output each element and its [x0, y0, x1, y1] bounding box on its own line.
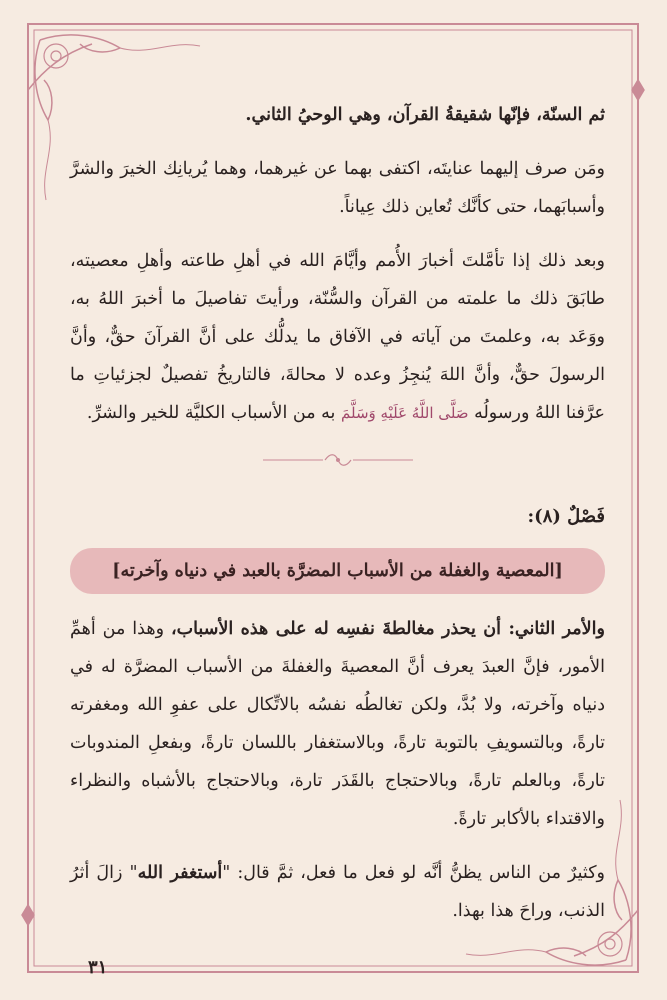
page-number: ٣١	[88, 957, 108, 978]
second-matter-lead: والأمر الثاني: أن يحذر مغالطةَ نفسِه له على هذه الأسباب،	[170, 619, 605, 639]
paragraph-second-matter	[70, 610, 605, 838]
section-title-banner: [المعصية والغفلة من الأسباب المضرَّة بالعبد في دنياه وآخرته]	[70, 548, 605, 594]
paragraph-people	[70, 854, 605, 930]
salutation-glyph: صَلَّى اللَّهُ عَلَيْهِ وَسَلَّمَ	[341, 404, 469, 422]
paragraph-sunnah: ثم السنّة، فإنّها شقيقةُ القرآن، وهي الوحيُ الثاني.	[245, 105, 605, 125]
page-body	[70, 96, 605, 930]
paragraph-history-end: به من الأسباب الكليَّة للخير والشرِّ.	[86, 403, 336, 423]
people-text-b: " زالَ أثرُ الذنب، وراحَ هذا بهذا.	[70, 863, 605, 921]
paragraph-devotion: ومَن صرف إليهما عنايتَه، اكتفى بهما عن غيرهما، وهما يُريانِك الخيرَ والشرَّ وأسبابَهما، حتى كأنَّك تُعاين ذلك عِياناً.	[70, 159, 605, 217]
people-text-a: وكثيرٌ من الناس يظنُّ أنَّه لو فعل ما فعل، ثمَّ قال: "	[222, 863, 605, 883]
second-matter-text: وهذا من أهمِّ الأمور، فإنَّ العبدَ يعرف أنَّ المعصيةَ والغفلةَ من الأسباب المضرَّة له في دنياه وآخرته، ولا بُدَّ، ولكن تغالطُه نفسُه بالاتِّكال على عفوِ الله ومغفرته تارةً، وبالتسويفِ بالتوبة تارةً، وبالاستغفار باللسان تارةً، وبفعلِ المندوبات تارةً، وبالعلم تارةً، وبالاحتجاج بالقَدَر تارة، وبالاحتجاج بالأشباه والنظراء والاقتداء بالأكابر تارةً.	[70, 619, 605, 829]
section-heading: فَصْلٌ (٨):	[527, 506, 605, 527]
paragraph-history-text: وبعد ذلك إذا تأمَّلتَ أخبارَ الأُمم وأيَّامَ الله في أهلِ طاعته وأهلِ معصيته، طابَقَ ذلك ما علمته من القرآن والسُّنّة، ورأيتَ تفاصيلَ ما أخبرَ اللهُ به، ووَعَد به، وعلمتَ من آياته في الآفاق ما يدلُّك على أنَّ القرآنَ حقٌّ، وأنَّ الرسولَ حقٌّ، وأنَّ اللهَ يُنجِزُ وعده لا محالةَ، فالتاريخُ تفصيلٌ لجزئياتِ ما عرَّفنا اللهُ ورسولُه	[70, 251, 605, 423]
istighfar-phrase: أستغفر الله	[137, 863, 223, 883]
section-divider	[263, 452, 413, 468]
paragraph-history	[70, 242, 605, 432]
